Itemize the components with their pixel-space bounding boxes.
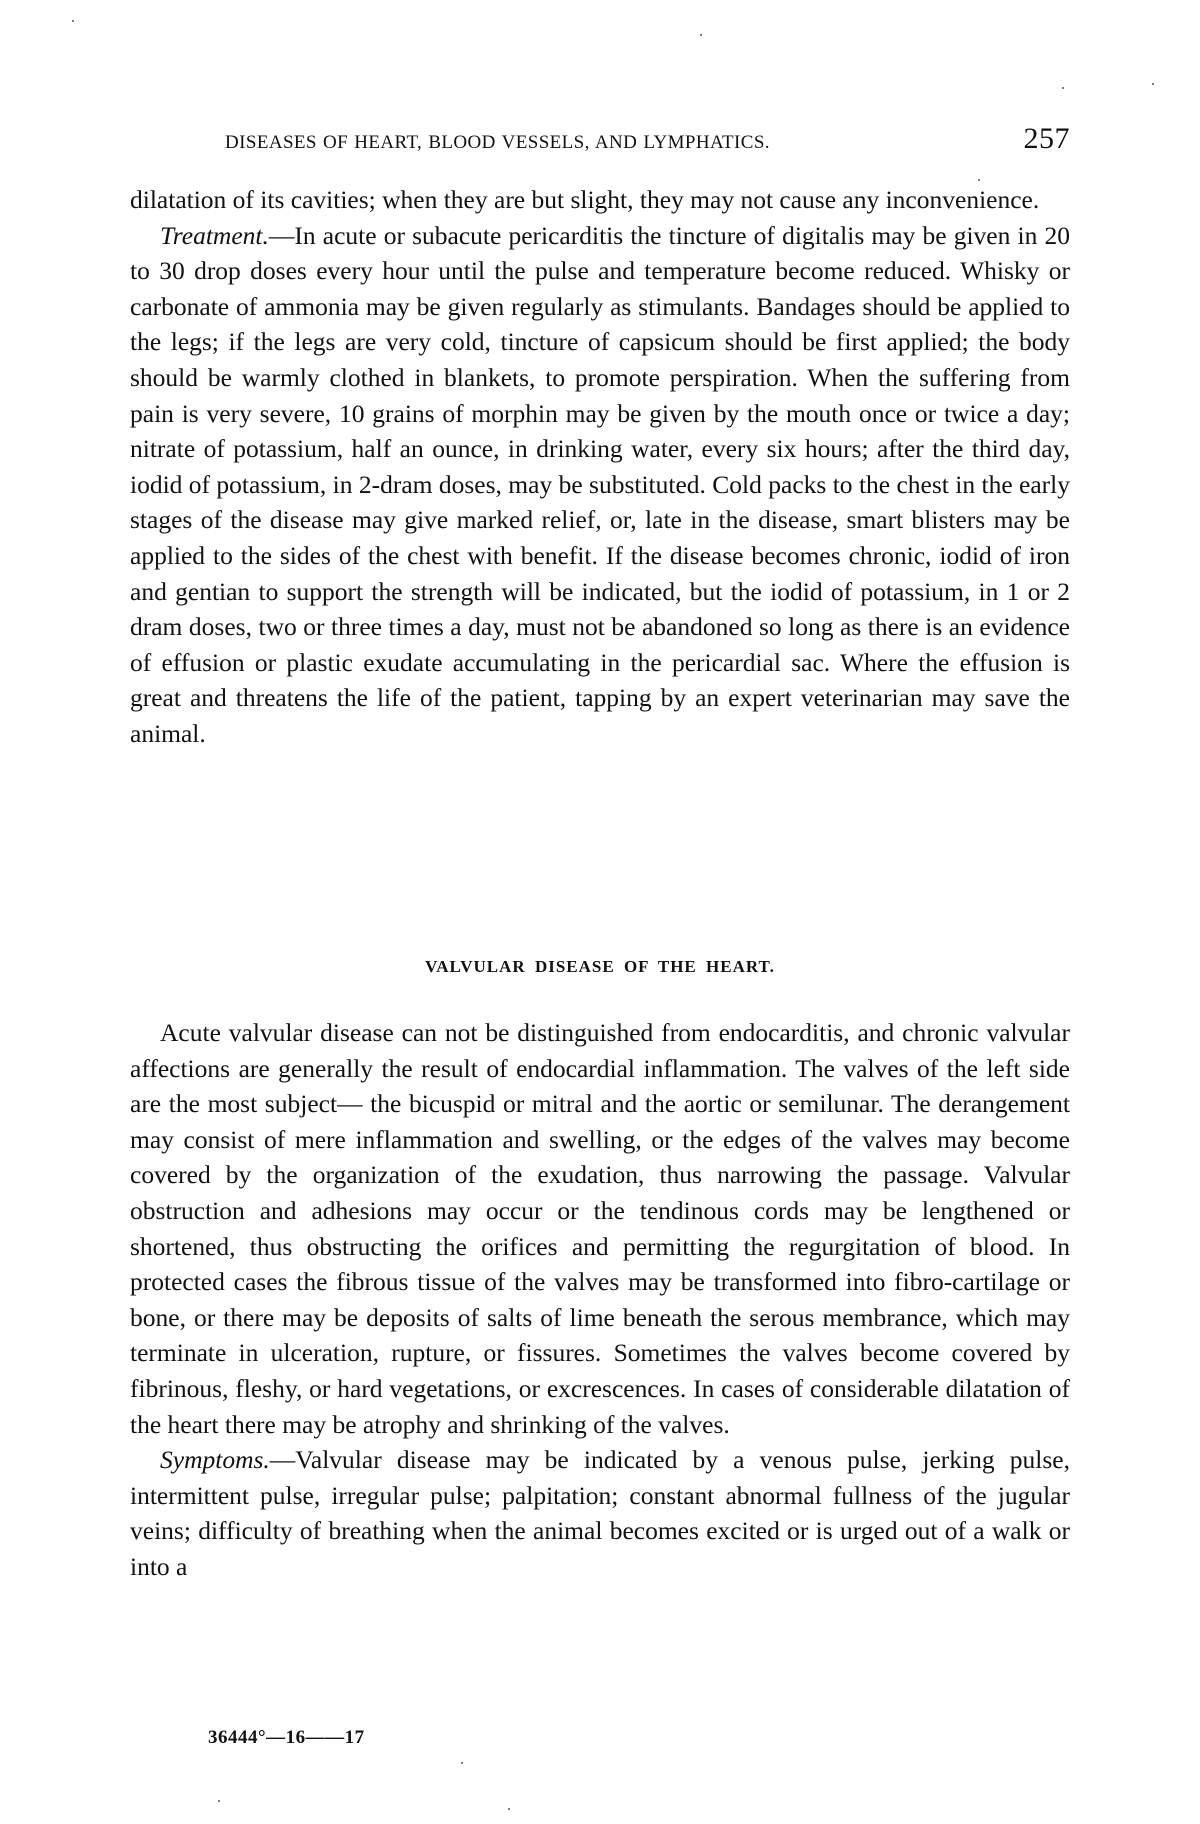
paragraph-valvular-intro	[130, 1015, 1070, 1442]
symptoms-heading: Symptoms.	[160, 1445, 270, 1475]
paragraph-text: Acute valvular disease can not be distinguished from endocarditis, and chronic valvular affections are generally the result of endocardial inflammation. The valves of the left side are the most subject— the bicuspid or mitral and the aortic or semilunar. The derangement may consist of mere inflammation and swelling, or the edges of the valves may become covered by the organization of the exudation, thus narrowing the passage. Valvular obstruction and adhesions may occur or the tendinous cords may be lengthened or shortened, thus obstructing the orifices and permitting the regurgitation of blood. In protected cases the fibrous tissue of the valves may be transformed into fibro-cartilage or bone, or there may be deposits of salts of lime beneath the serous membrance, which may terminate in ulceration, rupture, or fissures. Sometimes the valves become covered by fibrinous, fleshy, or hard vegetations, or excrescences. In cases of considerable dilatation of the heart there may be atrophy and shrinking of the valves.	[130, 1018, 1070, 1439]
printer-signature: 36444°—16——17	[208, 1727, 365, 1748]
scan-speck	[218, 1800, 220, 1802]
scan-speck	[1152, 83, 1154, 85]
paragraph-treatment	[130, 218, 1070, 752]
running-title: DISEASES OF HEART, BLOOD VESSELS, AND LYMPHATICS.	[225, 132, 770, 153]
paragraph-text: —Valvular disease may be indicated by a venous pulse, jerking pulse, intermittent pulse, irregular pulse; palpitation; constant abnormal fullness of the jugular veins; difficulty of breathing when the animal becomes excited or is urged out of a walk or into a	[130, 1445, 1070, 1581]
running-head	[225, 122, 1070, 156]
paragraph-text: —In acute or subacute pericarditis the tincture of digitalis may be given in 20 to 30 drop doses every hour until the pulse and temperature become reduced. Whisky or carbonate of ammonia may be given regularly as stimulants. Bandages should be applied to the legs; if the legs are very cold, tincture of capsicum should be first applied; the body should be warmly clothed in blankets, to promote perspiration. When the suffering from pain is very severe, 10 grains of morphin may be given by the mouth once or twice a day; nitrate of potassium, half an ounce, in drinking water, every six hours; after the third day, iodid of potassium, in 2-dram doses, may be substituted. Cold packs to the chest in the early stages of the disease may give marked relief, or, late in the disease, smart blisters may be applied to the sides of the chest with benefit. If the disease becomes chronic, iodid of iron and gentian to support the strength will be indicated, but the iodid of potassium, in 1 or 2 dram doses, two or three times a day, must not be abandoned so long as there is an evidence of effusion or plastic exudate accumulating in the pericardial sac. Where the effusion is great and threatens the life of the patient, tapping by an expert veterinarian may save the animal.	[130, 220, 1070, 748]
paragraph-continued	[130, 182, 1070, 218]
scan-speck	[1062, 87, 1064, 89]
treatment-heading: Treatment.	[160, 220, 269, 250]
scan-speck	[461, 1762, 463, 1764]
scan-speck	[700, 34, 702, 36]
page-number: 257	[1023, 122, 1070, 155]
section-treatment	[130, 182, 1070, 752]
scan-speck	[72, 20, 74, 22]
section-heading: VALVULAR DISEASE OF THE HEART.	[425, 957, 775, 976]
paragraph-text: dilatation of its cavities; when they are but slight, they may not cause any inconvenience.	[130, 185, 1040, 214]
scan-speck	[978, 179, 980, 181]
section-valvular-disease	[130, 1015, 1070, 1585]
paragraph-symptoms	[130, 1442, 1070, 1584]
scan-speck	[508, 1808, 510, 1810]
